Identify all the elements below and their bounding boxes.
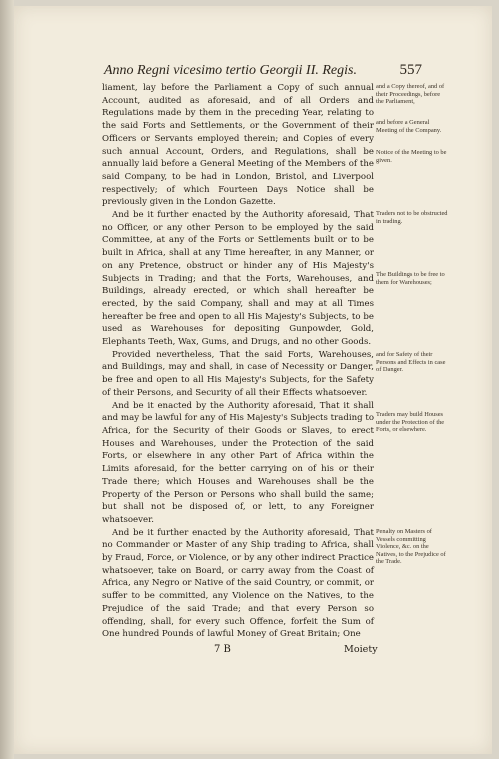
margin-note-5: The Buildings to be free to them for Warehouses; [376,271,445,286]
paragraph-5: And be it further enacted by the Authority aforesaid, That no Commander or Master of any Ship trading to Africa, shall by Fraud, Force, or Violence, or by any other indirect Practice whatsoever, take on Board, or carry away from the Coast of Africa, any Negro or Native of the said Country, or commit, or suffer to be committed, any Violence on the Natives, to the Prejudice of the said Trade; and that every Person so offending, shall, for every such Offence, forfeit the Sum of One hundred Pounds of lawful Money of Great Britain; One [102,527,374,640]
page-number: 557 [399,62,422,78]
margin-note-4: Traders not to be obstructed in trading. [376,210,448,225]
paragraph-4: And be it enacted by the Authority aforesaid, That it shall and may be lawful for any of His Majesty's Subjects trading to Africa, for the Security of their Goods or Slaves, to erect Houses and Warehouses, under the Protection of the said Forts, or elsewhere in any other Part of Africa within the Limits aforesaid, for the better carrying on of his or their Trade there; which Houses and Warehouses shall be the Property of the Person or Persons who shall build the same; but shall not be disposed of, or lett, to any Foreigner whatsoever. [102,400,374,525]
margin-note-3: Notice of the Meeting to be given. [376,149,447,164]
book-gutter [0,0,14,759]
page-header [104,62,422,84]
paragraph-1: liament, lay before the Parliament a Copy of such annual Account, audited as aforesaid, and of all Orders and Regulations made by them in the preceding Year, relating to the said Forts and Settlements, or the Government of their Officers or Servants employed therein; and Copies of every such annual Account, Orders, and Regulations, shall be annually laid before a General Meeting of the Members of the said Company, to be had in London, Bristol, and Liverpool respectively; of which Fourteen Days Notice shall be previously given in the London Gazette. [102,83,374,208]
signature-mark: 7 B [214,644,231,655]
paragraph-3: Provided nevertheless, That the said Forts, Warehouses, and Buildings, may and shall, in case of Necessity or Danger, be free and open to all His Majesty's Subjects, for the Safety of their Persons, and Security of all their Effects whatsoever. [102,349,374,398]
margin-note-6: and for Safety of their Persons and Effects in case of Danger. [376,351,446,374]
book-page [14,6,492,754]
paragraph-2: And be it further enacted by the Authority aforesaid, That no Officer, or any other Person to be employed by the said Committee, at any of the Forts or Settlements built or to be built in Africa, shall at any Time hereafter, in any Manner, or on any Pretence, obstruct or hinder any of His Majesty's Subjects in Trading; and that the Forts, Warehouses, and Buildings, already erected, or which shall hereafter be erected, by the said Company, shall and may at all Times hereafter be free and open to all His Majesty's Subjects, to be used as Warehouses for depositing Gunpowder, Gold, Elephants Teeth, Wax, Gums, and Drugs, and no other Goods. [102,210,374,348]
running-title: Anno Regni vicesimo tertio Georgii II. Regis. [104,63,357,78]
margin-note-2: and before a General Meeting of the Company. [376,119,442,134]
margin-notes [376,6,448,754]
margin-note-1: and a Copy thereof, and of their Proceedings, before the Parliament, [376,83,445,106]
margin-note-7: Traders may build Houses under the Protection of the Forts, or elsewhere. [376,411,445,434]
body-text [102,82,374,641]
margin-note-8: Penalty on Masters of Vessels committing Violence, &c. on the Natives, to the Prejudice of the Trade. [376,528,446,566]
catchword: Moiety [344,644,378,655]
